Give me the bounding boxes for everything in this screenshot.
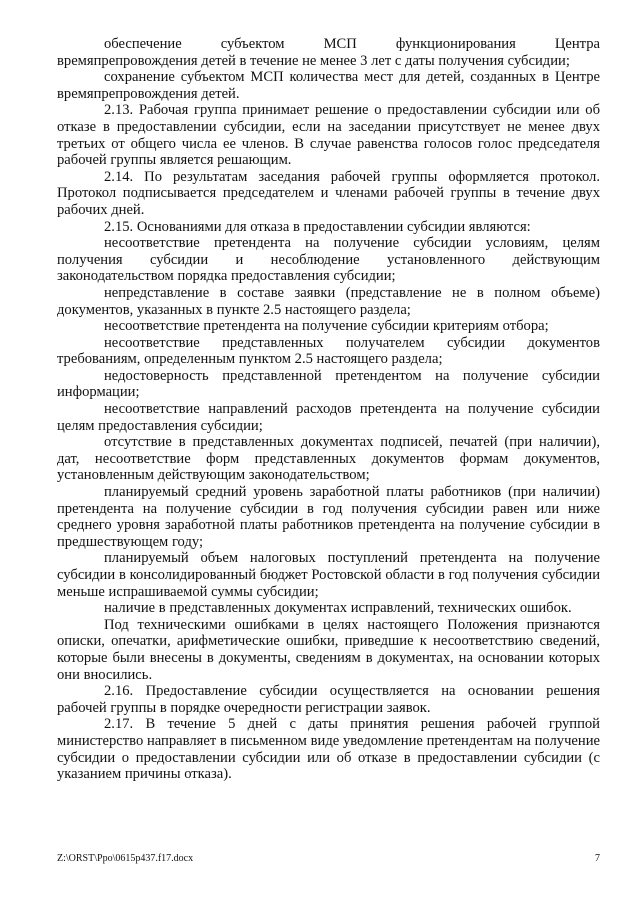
footer-file-path: Z:\ORST\Ppo\0615p437.f17.docx — [57, 853, 194, 864]
paragraph: непредставление в составе заявки (представление не в полном объеме) документов, указанных в пункте 2.5 настоящего раздела; — [57, 284, 600, 318]
paragraph: 2.17. В течение 5 дней с даты принятия решения рабочей группой министерство направляет в письменном виде уведомление претендентам на получение субсидии о предоставлении субсидии или об отказе в предоставлении субсидии (с указанием причины отказа). — [57, 716, 600, 783]
paragraph: несоответствие претендента на получение субсидии условиям, целям получения субсидии и несоблюдение установленного действующим законодательством порядка предоставления субсидии; — [57, 235, 600, 285]
paragraph: 2.16. Предоставление субсидии осуществляется на основании решения рабочей группы в порядке очередности регистрации заявок. — [57, 683, 600, 716]
paragraph: несоответствие направлений расходов претендента на получение субсидии целям предоставления субсидии; — [57, 401, 600, 434]
paragraph: 2.15. Основаниями для отказа в предоставлении субсидии являются: — [104, 218, 531, 235]
paragraph: планируемый средний уровень заработной платы работников (при наличии) претендента на получение субсидии в год получения субсидии равен или ниже среднего уровня заработной платы работников претендента на получение субсидии в предшествующем году; — [57, 484, 600, 550]
paragraph: обеспечение субъектом МСП функционирования Центра времяпрепровождения детей в течение не менее 3 лет с даты получения субсидии; — [57, 36, 600, 69]
paragraph: 2.14. По результатам заседания рабочей группы оформляется протокол. Протокол подписывается председателем и членами рабочей группы в течение двух рабочих дней. — [57, 168, 600, 218]
paragraph: недостоверность представленной претендентом на получение субсидии информации; — [57, 367, 600, 401]
paragraph: сохранение субъектом МСП количества мест для детей, созданных в Центре времяпрепровождения детей. — [57, 69, 600, 102]
paragraph: несоответствие представленных получателем субсидии документов требованиям, определенным пунктом 2.5 настоящего раздела; — [57, 334, 600, 368]
page-number: 7 — [595, 853, 600, 864]
paragraph: планируемый объем налоговых поступлений претендента на получение субсидии в консолидированный бюджет Ростовской области в год получения субсидии меньше испрашиваемой суммы субсидии; — [57, 550, 600, 600]
page-footer — [57, 853, 600, 864]
paragraph: наличие в представленных документах исправлений, технических ошибок. — [104, 600, 572, 617]
document-body — [57, 36, 600, 783]
paragraph: несоответствие претендента на получение субсидии критериям отбора; — [104, 318, 549, 335]
paragraph: 2.13. Рабочая группа принимает решение о предоставлении субсидии или об отказе в предоставлении субсидии, если на заседании присутствует не менее двух третьих от общего числа ее членов. В случае равенства голосов голос председателя рабочей группы является решающим. — [57, 102, 600, 169]
paragraph: Под техническими ошибками в целях настоящего Положения признаются описки, опечатки, арифметические ошибки, приведшие к несоответствию сведений, которые были внесены в документы, сведениям в документах, на основании которых они вносились. — [57, 616, 600, 683]
paragraph: отсутствие в представленных документах подписей, печатей (при наличии), дат, несоответствие форм представленных документов формам документов, установленным действующим законодательством; — [57, 434, 600, 484]
